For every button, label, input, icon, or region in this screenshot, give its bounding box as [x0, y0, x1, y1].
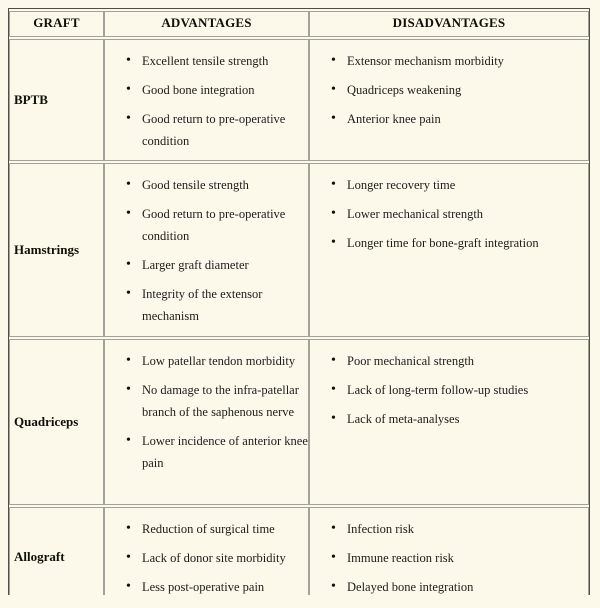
graft-name: Allograft [9, 507, 104, 595]
advantage-item: • Lack of donor site morbidity [125, 547, 308, 569]
advantages-list [125, 50, 308, 152]
advantages-cell [104, 39, 309, 161]
disadvantage-item: • Delayed bone integration [330, 576, 586, 595]
advantages-cell [104, 339, 309, 505]
table-row-hamstrings [9, 163, 589, 337]
table-viewport [8, 8, 590, 595]
disadvantage-item: • Immune reaction risk [330, 547, 586, 569]
disadvantage-item: • Lack of long-term follow-up studies [330, 379, 586, 401]
advantage-item: • Lower incidence of anterior knee pain [125, 430, 308, 474]
disadvantage-item: • Longer time for bone-graft integration [330, 232, 586, 254]
table-row-quadriceps [9, 339, 589, 505]
advantage-item: • No damage to the infra-patellar branch of the saphenous nerve [125, 379, 308, 423]
disadvantages-list [330, 50, 586, 130]
advantages-cell [104, 163, 309, 337]
advantage-item: • Larger graft diameter [125, 254, 308, 276]
disadvantage-item: • Quadriceps weakening [330, 79, 586, 101]
disadvantages-list [330, 174, 586, 254]
advantage-item: • Less post-operative pain [125, 576, 308, 595]
disadvantages-cell [309, 507, 589, 595]
table-row-bptb [9, 39, 589, 161]
advantage-item: • Excellent tensile strength [125, 50, 308, 72]
header-graft: GRAFT [9, 11, 104, 37]
advantages-list [125, 174, 308, 327]
advantage-item: • Integrity of the extensor mechanism [125, 283, 308, 327]
header-row [9, 11, 589, 37]
disadvantage-item: • Lower mechanical strength [330, 203, 586, 225]
graft-name: BPTB [9, 39, 104, 161]
advantage-item: • Low patellar tendon morbidity [125, 350, 308, 372]
advantage-item: • Good return to pre-operative condition [125, 203, 308, 247]
disadvantages-list [330, 518, 586, 595]
advantages-cell [104, 507, 309, 595]
disadvantages-cell [309, 163, 589, 337]
table-row-allograft [9, 507, 589, 595]
advantage-item: • Good tensile strength [125, 174, 308, 196]
header-advantages: ADVANTAGES [104, 11, 309, 37]
disadvantage-item: • Extensor mechanism morbidity [330, 50, 586, 72]
graft-comparison-table [8, 8, 590, 595]
disadvantage-item: • Longer recovery time [330, 174, 586, 196]
disadvantage-item: • Anterior knee pain [330, 108, 586, 130]
disadvantages-list [330, 350, 586, 430]
advantage-item: • Good bone integration [125, 79, 308, 101]
disadvantage-item: • Infection risk [330, 518, 586, 540]
advantages-list [125, 518, 308, 595]
disadvantage-item: • Lack of meta-analyses [330, 408, 586, 430]
advantages-list [125, 350, 308, 474]
disadvantage-item: • Poor mechanical strength [330, 350, 586, 372]
graft-name: Hamstrings [9, 163, 104, 337]
graft-name: Quadriceps [9, 339, 104, 505]
advantage-item: • Good return to pre-operative condition [125, 108, 308, 152]
disadvantages-cell [309, 339, 589, 505]
disadvantages-cell [309, 39, 589, 161]
header-disadvantages: DISADVANTAGES [309, 11, 589, 37]
advantage-item: • Reduction of surgical time [125, 518, 308, 540]
